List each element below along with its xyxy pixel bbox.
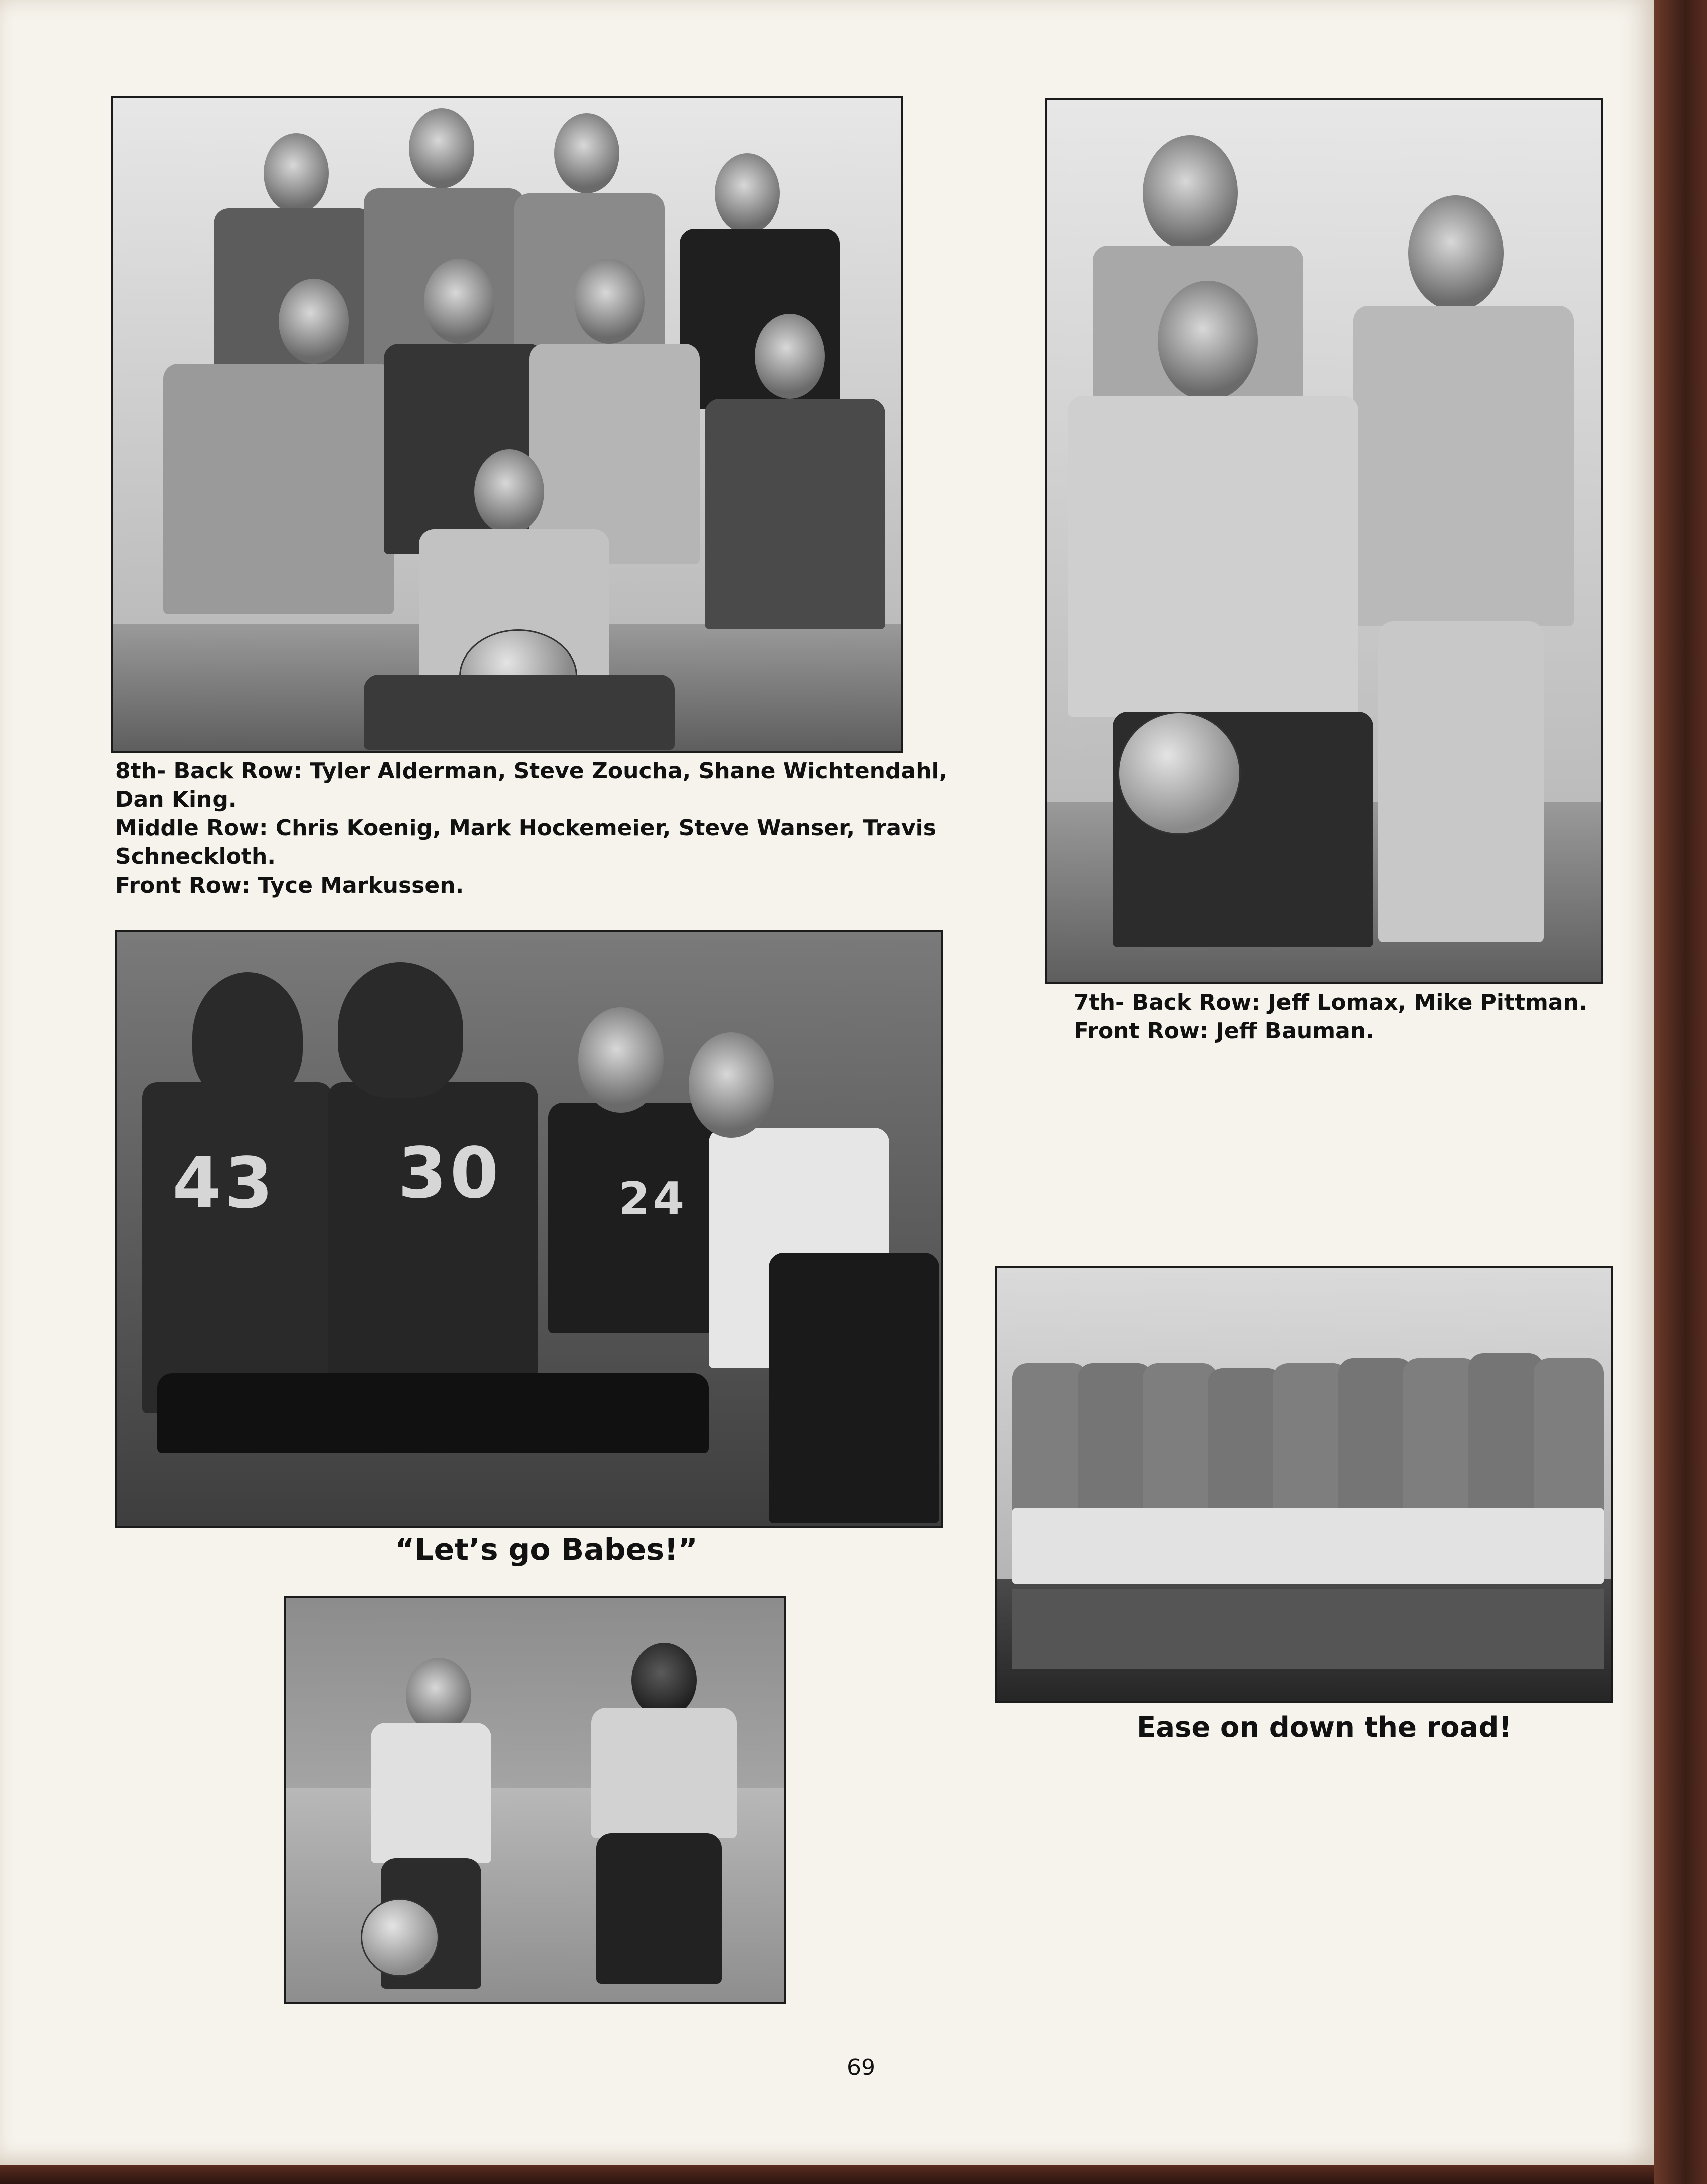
dribbling-photo <box>284 1596 786 2004</box>
caption-line: Schneckloth. <box>115 844 276 869</box>
line-photo <box>995 1266 1613 1703</box>
eighth-grade-team-photo <box>111 96 903 753</box>
caption-line: Front Row: Jeff Bauman. <box>1074 1018 1374 1044</box>
caption-line: Dan King. <box>115 787 237 812</box>
huddle-photo <box>115 930 943 1528</box>
book-spine <box>1654 0 1707 2184</box>
huddle-caption: “Let’s go Babes!” <box>395 1532 698 1567</box>
line-caption: Ease on down the road! <box>1137 1711 1512 1744</box>
caption-line: 8th- Back Row: Tyler Alderman, Steve Zoucha, Shane Wichtendahl, <box>115 758 948 784</box>
seventh-grade-caption <box>1074 988 1587 1045</box>
caption-line: 7th- Back Row: Jeff Lomax, Mike Pittman. <box>1074 990 1587 1015</box>
jersey-number: 24 <box>618 1173 688 1225</box>
jersey-number: 43 <box>172 1143 276 1224</box>
caption-line: Middle Row: Chris Koenig, Mark Hockemeier, Steve Wanser, Travis <box>115 815 936 841</box>
seventh-grade-team-photo <box>1045 98 1603 984</box>
eighth-grade-caption <box>115 757 947 900</box>
book-bottom-edge <box>0 2165 1654 2184</box>
jersey-number: 30 <box>398 1133 502 1214</box>
caption-line: Front Row: Tyce Markussen. <box>115 872 464 898</box>
page-number: 69 <box>847 2055 875 2080</box>
